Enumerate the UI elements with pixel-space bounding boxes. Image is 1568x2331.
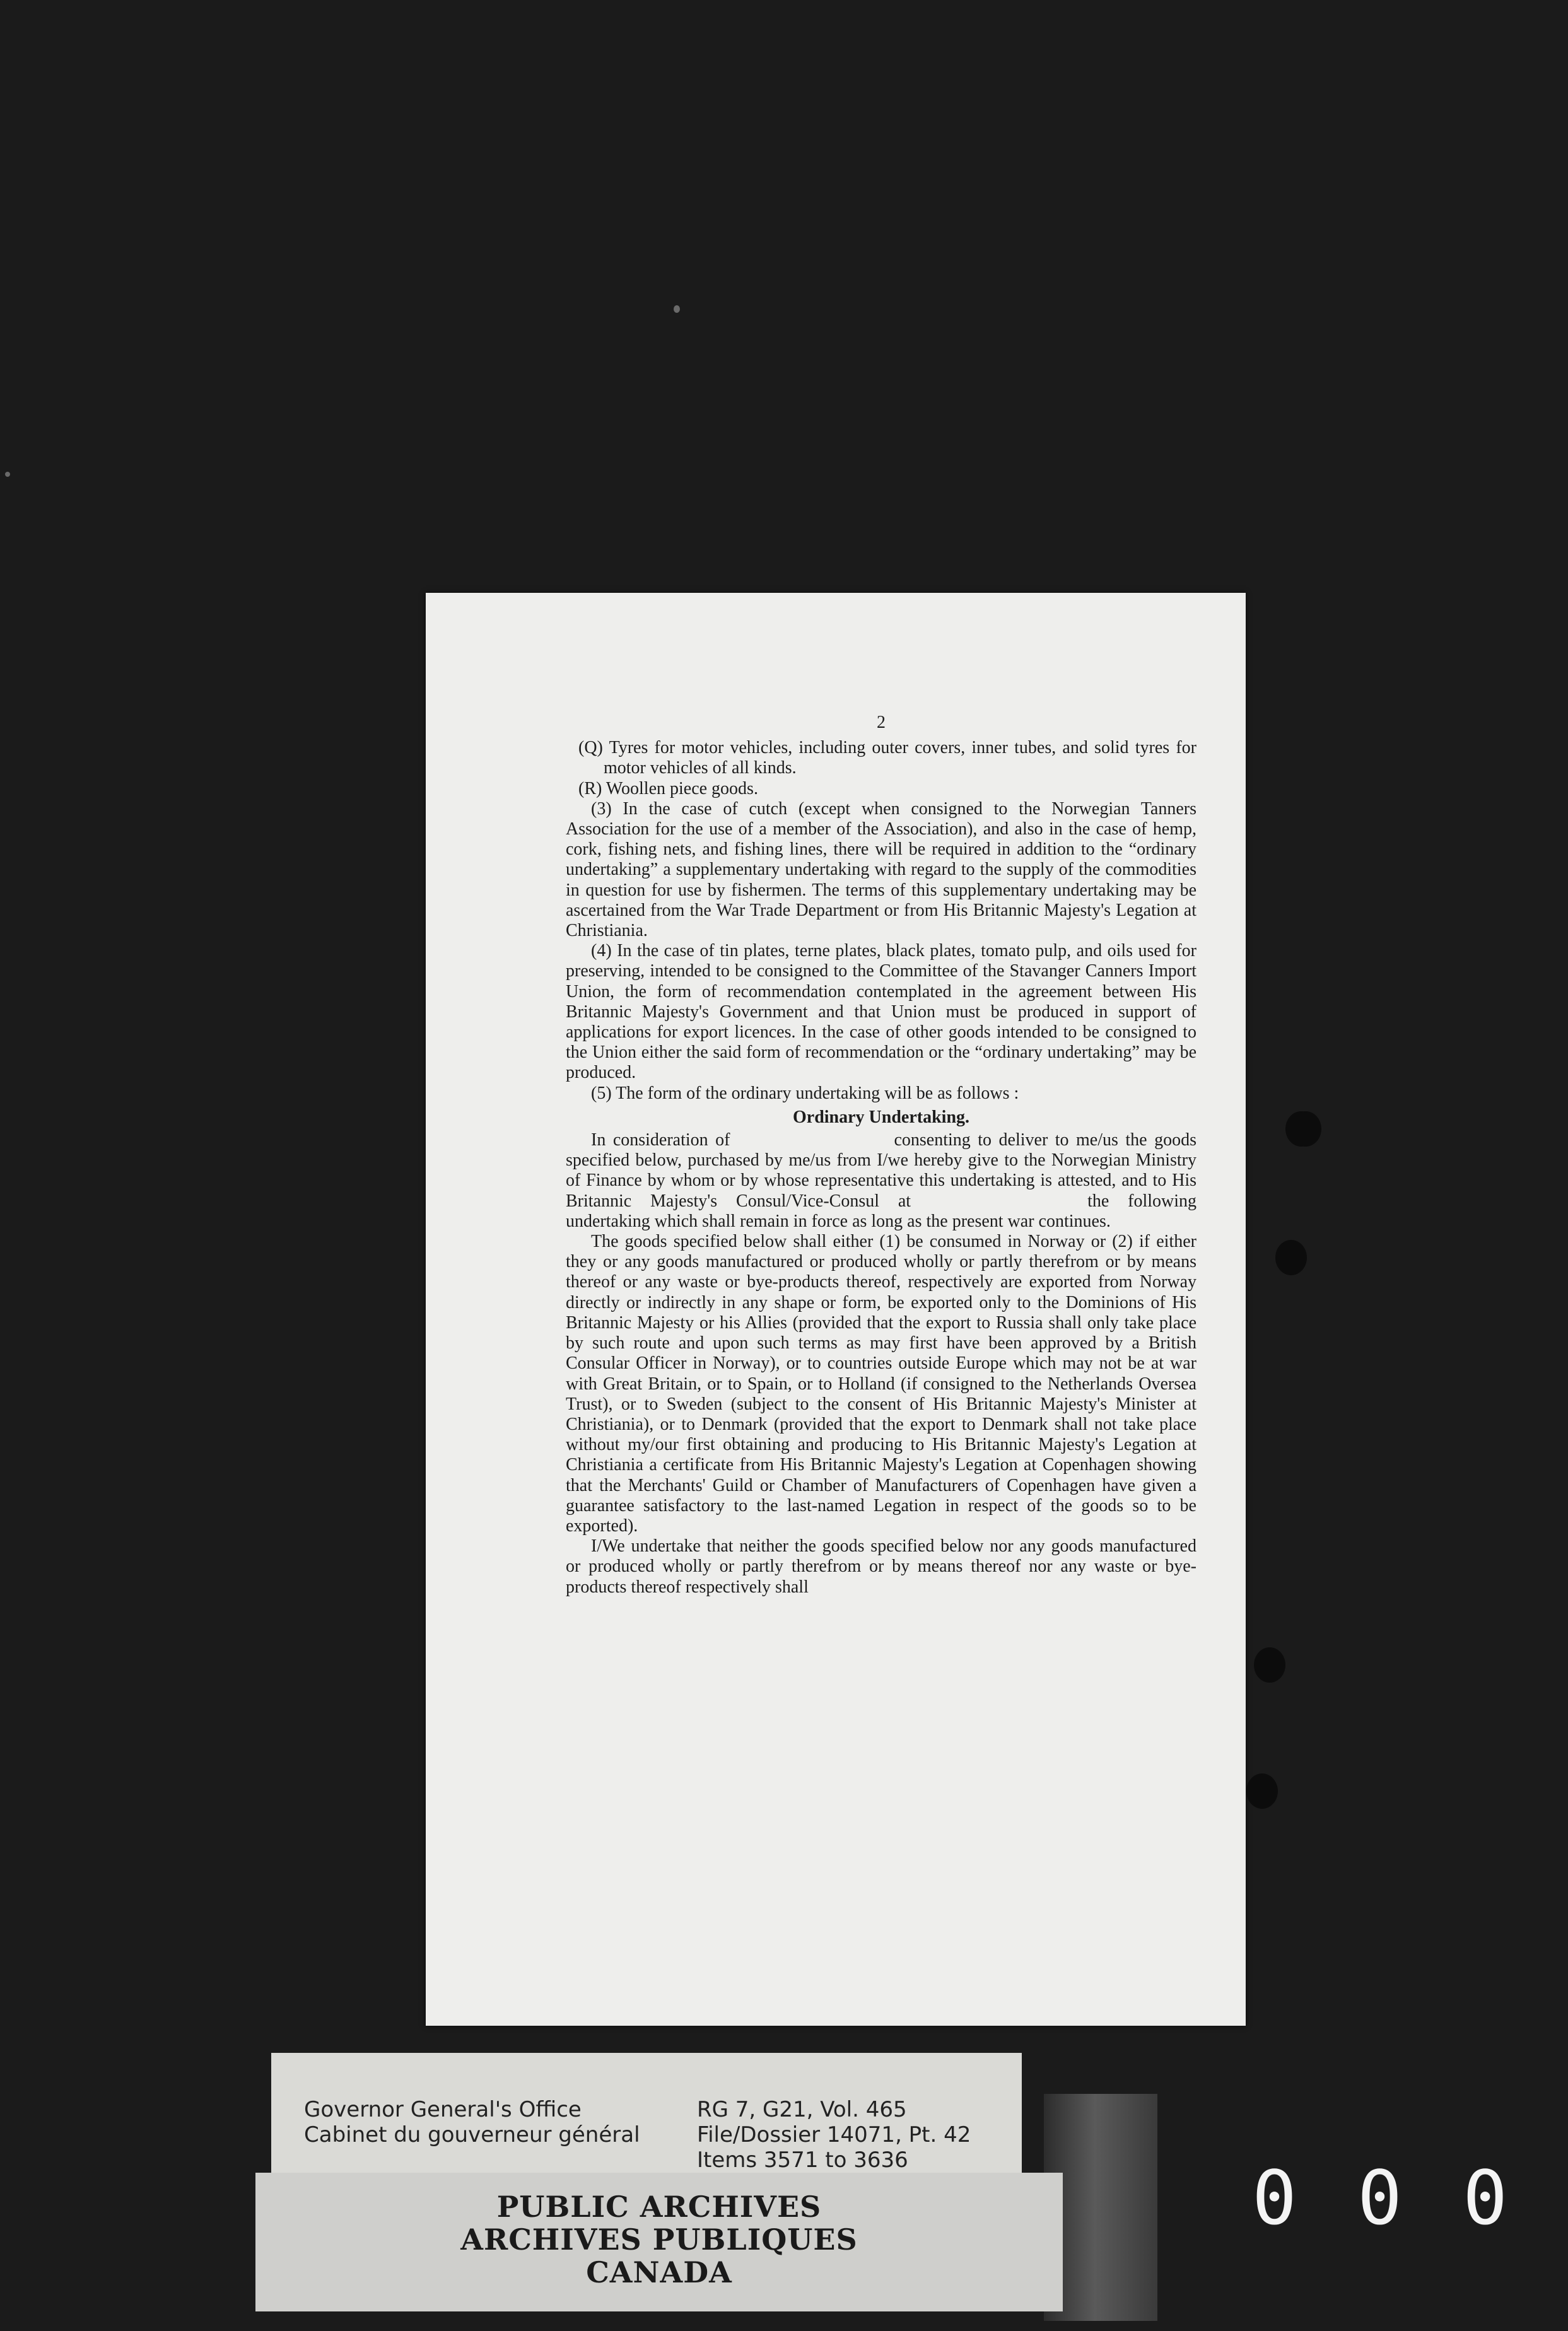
paragraph: I/We undertake that neither the goods specified below nor any goods manufactured or produced wholly or partly therefrom or by means thereof nor any waste or bye-products thereof respectively shall — [566, 1536, 1196, 1597]
form-text — [566, 1130, 1196, 1232]
archives-stamp — [255, 2173, 1063, 2311]
dust-speck — [674, 305, 680, 313]
file-number: File/Dossier 14071, Pt. 42 — [697, 2122, 971, 2147]
dust-speck — [5, 472, 10, 477]
paragraph: The goods specified below shall either (1) be consumed in Norway or (2) if either they or any goods manufactured or produced wholly or partly therefrom or by means thereof or any waste or bye-products thereof, respectively are exported from Norway directly or indirectly in any shape or form, be exported only to the Dominions of His Britannic Majesty or his Allies (provided that the export to Russia shall only take place by such route and upon such terms as may first have been approved by a British Consular Officer in Norway), or to countries outside Europe which may not be at war with Great Britain, or to Spain, or to Holland (if consigned to the Netherlands Oversea Trust), or to Sweden (subject to the consent of His Britannic Majesty's Minister at Christiania), or to Denmark (provided that the export to Denmark shall not take place without my/our first obtaining and producing to His Britannic Majesty's Legation at Christiania a certificate from His Britannic Majesty's Legation at Copenhagen showing that the Merchants' Guild or Chamber of Manufacturers of Copenhagen have given a guarantee satisfactory to the last-named Legation in respect of the goods so to be exported). — [566, 1232, 1196, 1536]
page-text — [566, 713, 1196, 1598]
punch-hole — [1246, 1773, 1278, 1809]
form-line: I/we hereby give to the Norwegian Ministry of Finance by whom or by whose representative this undertaking is attested, and to His Britannic Majesty's Consul/Vice-Consul at — [566, 1150, 1196, 1211]
page-number: 2 — [877, 713, 886, 732]
office-en: Governor General's Office — [304, 2097, 582, 2122]
office-fr: Cabinet du gouverneur général — [304, 2122, 640, 2147]
frame-counter: 000 — [1252, 2154, 1568, 2241]
paragraph: (Q) Tyres for motor vehicles, including outer covers, inner tubes, and solid tyres for motor vehicles of all kinds. — [578, 738, 1196, 778]
stamp-line: ARCHIVES PUBLIQUES — [460, 2223, 858, 2257]
stamp-line: PUBLIC ARCHIVES — [496, 2190, 822, 2224]
paragraph: (4) In the case of tin plates, terne plates, black plates, tomato pulp, and oils used for preserving, intended to be consigned to the Committee of the Stavanger Canners Import Union, the form of recommendation contemplated in the agreement between His Britannic Majesty's Government and that Union must be produced in support of applications for export licences. In the case of other goods intended to be consigned to the Union either the said form of recommendation or the “ordinary undertaking” may be produced. — [566, 941, 1196, 1083]
reference-column — [697, 2097, 971, 2173]
office-column — [304, 2097, 640, 2147]
punch-hole — [1275, 1240, 1307, 1275]
paragraph: (3) In the case of cutch (except when consigned to the Norwegian Tanners Association for the use of a member of the Association), and also in the case of hemp, cork, fishing nets, and fishing lines, there will be required in addition to the “ordinary undertaking” a supplementary undertaking with regard to the supply of the commodities in question for use by fishermen. The terms of this supplementary undertaking may be ascertained from the War Trade Department or from His Britannic Majesty's Legation at Christiania. — [566, 798, 1196, 941]
punch-hole — [1285, 1111, 1317, 1147]
paragraph: (5) The form of the ordinary undertaking will be as follows : — [591, 1083, 1019, 1103]
archive-label — [271, 2053, 1022, 2173]
paragraph: (R) Woollen piece goods. — [578, 778, 758, 798]
form-line: In consideration of — [591, 1130, 730, 1150]
form-line: consenting to deliver to me/us the goods specified below, purchased by me/us from — [566, 1130, 1196, 1171]
punch-hole — [1254, 1647, 1285, 1683]
document-page — [426, 593, 1246, 2026]
reference: RG 7, G21, Vol. 465 — [697, 2097, 907, 2122]
form-line: the following undertaking which shall remain in force as long as the present war continues. — [566, 1191, 1196, 1231]
items-range: Items 3571 to 3636 — [697, 2147, 908, 2173]
stamp-line: CANADA — [586, 2255, 732, 2289]
section-heading: Ordinary Undertaking. — [792, 1107, 970, 1127]
